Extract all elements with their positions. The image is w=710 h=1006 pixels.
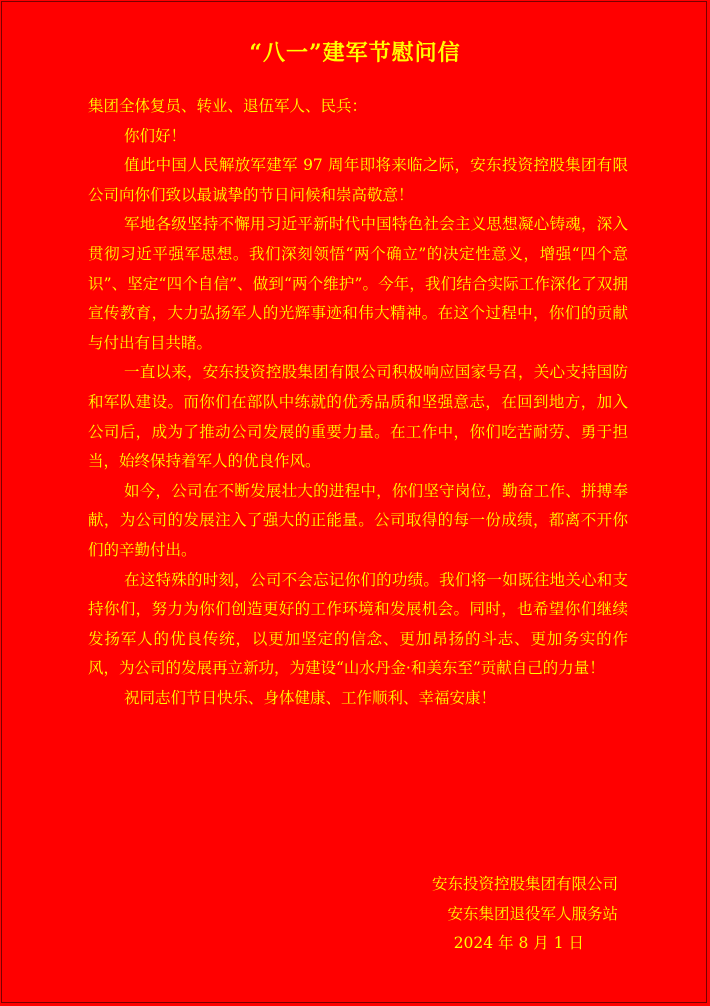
paragraph: 在这特殊的时刻，公司不会忘记你们的功绩。我们将一如既往地关心和支持你们，努力为你们创造更好的工作环境和发展机会。同时，也希望你们继续发扬军人的优良传统，以更加坚定的信念、更加昂扬的斗志、更加务实的作风，为公司的发展再立新功，为建设“山水丹金·和美东至”贡献自己的力量！ xyxy=(88,570,628,678)
salutation: 集团全体复员、转业、退伍军人、民兵： xyxy=(88,97,368,115)
paragraph: 一直以来，安东投资控股集团有限公司积极响应国家号召，关心支持国防和军队建设。而你们在部队中练就的优秀品质和坚强意志，在回到地方，加入公司后，成为了推动公司发展的重要力量。在工作中，你们吃苦耐劳、勇于担当，始终保持着军人的优良作风。 xyxy=(88,363,628,471)
signature-date: 2024 年 8 月 1 日 xyxy=(453,934,584,953)
greeting: 你们好！ xyxy=(124,126,187,145)
signature-company: 安东投资控股集团有限公司 xyxy=(431,875,618,893)
signature-block xyxy=(358,870,618,959)
letter-title: “八一”建军节慰问信 xyxy=(249,40,461,66)
letter-body xyxy=(88,92,628,713)
closing-wish: 祝同志们节日快乐、身体健康、工作顺利、幸福安康！ xyxy=(124,688,497,707)
paragraph: 值此中国人民解放军建军 97 周年即将来临之际，安东投资控股集团有限公司向你们致以最诚挚的节日问候和崇高敬意！ xyxy=(88,156,628,204)
paragraph: 如今，公司在不断发展壮大的进程中，你们坚守岗位，勤奋工作、拼搏奉献，为公司的发展注入了强大的正能量。公司取得的每一份成绩，都离不开你们的辛勤付出。 xyxy=(88,481,628,559)
signature-station: 安东集团退役军人服务站 xyxy=(447,904,618,923)
paragraph: 军地各级坚持不懈用习近平新时代中国特色社会主义思想凝心铸魂，深入贯彻习近平强军思想。我们深刻领悟“两个确立”的决定性意义，增强“四个意识”、坚定“四个自信”、做到“两个维护”。今年，我们结合实际工作深化了双拥宣传教育，大力弘扬军人的光辉事迹和伟大精神。在这个过程中，你们的贡献与付出有目共睹。 xyxy=(88,215,628,352)
